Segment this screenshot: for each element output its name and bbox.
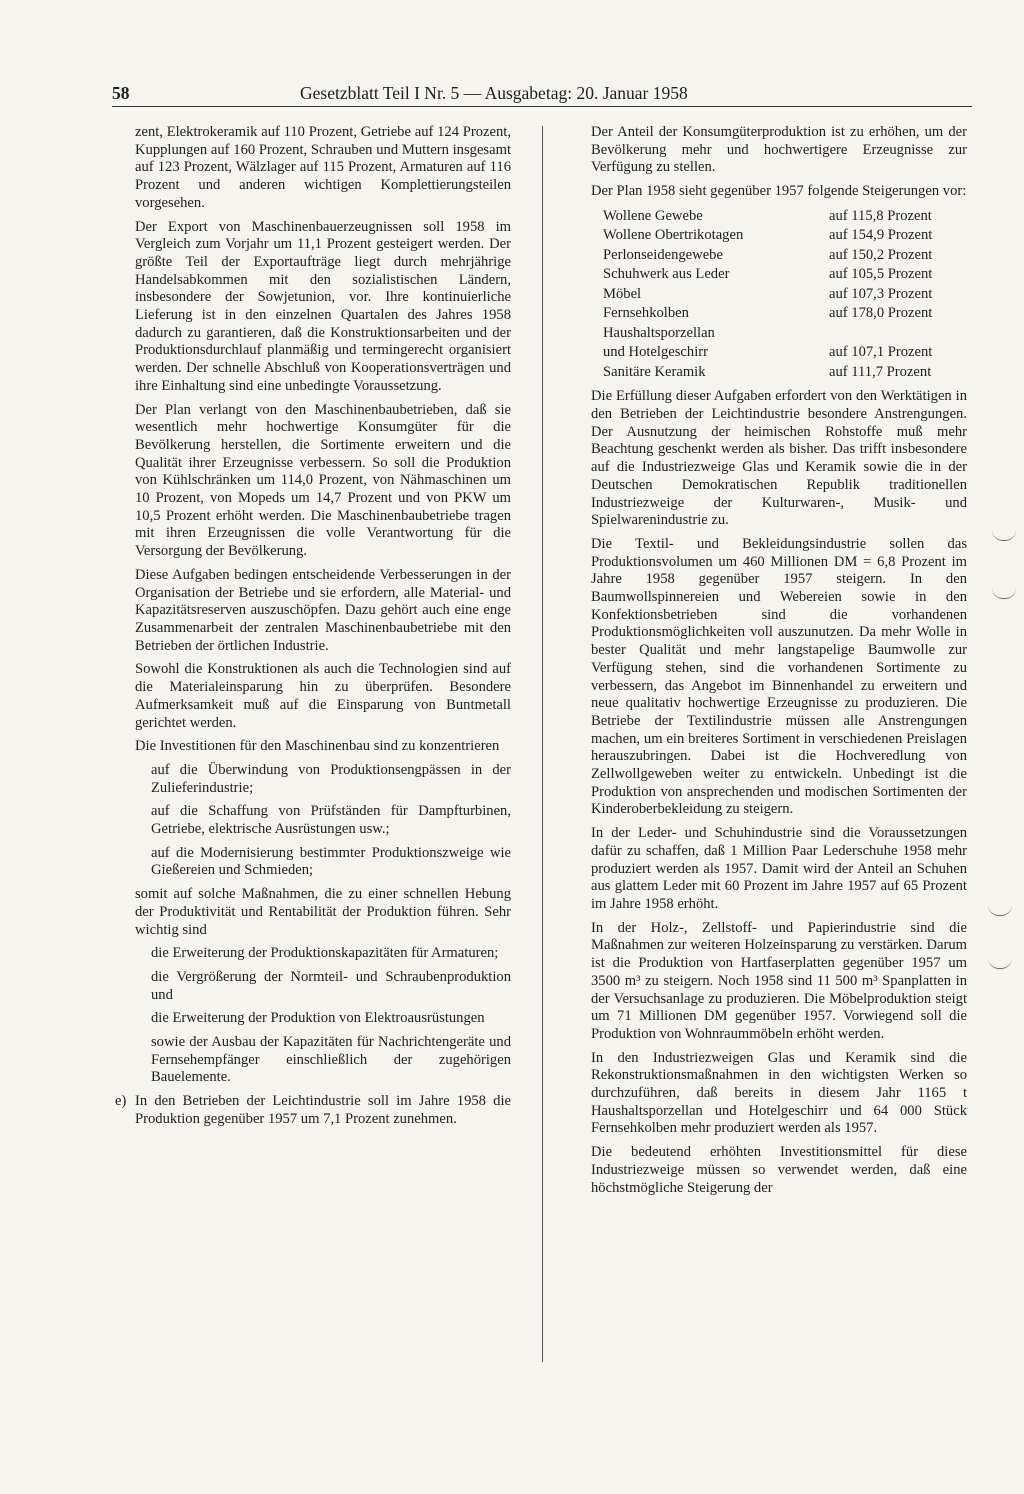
list-item: auf die Modernisierung bestimmter Produktionszweige wie Gießereien und Schmieden; [151, 844, 511, 879]
running-title: Gesetzblatt Teil I Nr. 5 — Ausgabetag: 20. Januar 1958 [300, 83, 688, 103]
table-row [603, 324, 967, 344]
rate-value: auf 115,8 Prozent [829, 207, 932, 224]
left-paragraph-5: Sowohl die Konstruktionen als auch die Technologien sind auf die Materialeinsparung hin zu überprüfen. Besondere Aufmerksamkeit muß auf die Einsparung von Buntmetall gerichtet werden. [135, 661, 511, 731]
rate-item: und Hotelgeschirr [603, 344, 708, 361]
right-paragraph-1: Der Anteil der Konsumgüterproduktion ist zu erhöhen, um der Bevölkerung mehr und hochwertigere Erzeugnisse zur Verfügung zu stellen. [591, 124, 967, 176]
right-paragraph-6: In der Holz-, Zellstoff- und Papierindustrie sind die Maßnahmen zur weiteren Holzeinsparung zu verstärken. Darum ist die Produktion von Hartfaserplatten gegenüber 1957 um 3500 m³ zu steigern. Noch 1958 sind 11 500 m³ Spanplatten in der Versuchsanlage zu produzieren. Die Möbelproduktion steigt um 71 Millionen DM gegenüber 1957. Vorwiegend soll die Produktion von Wohnraummöbeln erhöht werden. [591, 919, 967, 1042]
table-row [603, 265, 967, 285]
list-item: auf die Überwindung von Produktionsengpässen in der Zulieferindustrie; [151, 761, 511, 796]
rate-value: auf 111,7 Prozent [829, 363, 932, 380]
rate-value: auf 107,1 Prozent [829, 344, 933, 361]
rate-value: auf 105,5 Prozent [829, 266, 933, 283]
left-column [115, 124, 511, 1135]
margin-mark [992, 530, 1016, 541]
enumerated-text: In den Betrieben der Leichtindustrie soll im Jahre 1958 die Produktion gegenüber 1957 um 7,1 Prozent zunehmen. [135, 1093, 511, 1127]
page-header [112, 82, 972, 108]
rate-item: Wollene Gewebe [603, 207, 703, 224]
table-row [603, 246, 967, 266]
rate-value: auf 178,0 Prozent [829, 305, 933, 322]
rate-item: Sanitäre Keramik [603, 363, 706, 380]
right-paragraph-3: Die Erfüllung dieser Aufgaben erfordert von den Werktätigen in den Betrieben der Leichtindustrie besondere Anstrengungen. Der Ausnutzung der heimischen Rohstoffe muß mehr Beachtung geschenkt werden als bisher. Das trifft insbesondere auf die Industriezweige Glas und Keramik sowie die in der Deutschen Demokratischen Republik traditionellen Industriezweige der Kulturwaren-, Musik- und Spielwarenindustrie zu. [591, 388, 967, 529]
rate-value: auf 154,9 Prozent [829, 227, 933, 244]
left-paragraph-7: somit auf solche Maßnahmen, die zu einer schnellen Hebung der Produktivität und Rentabilität der Produktion führen. Sehr wichtig sind [135, 886, 511, 938]
margin-mark [988, 905, 1012, 916]
right-paragraph-7: In den Industriezweigen Glas und Keramik sind die Rekonstruktionsmaßnahmen in den wichtigsten Werken so durchzuführen, daß bereits in diesem Jahr 1165 t Haushaltsporzellan und Hotelgeschirr und 64 000 Stück Fernsehkolben mehr produziert werden als 1957. [591, 1049, 967, 1137]
enumeration-label: e) [115, 1093, 127, 1110]
right-paragraph-8: Die bedeutend erhöhten Investitionsmittel für diese Industriezweige müssen so verwendet werden, daß eine höchstmögliche Steigerung der [591, 1144, 967, 1196]
right-paragraph-5: In der Leder- und Schuhindustrie sind die Voraussetzungen dafür zu schaffen, daß 1 Million Paar Lederschuhe 1958 mehr produziert werden als 1957. Damit wird der Anteil an Schuhen aus glattem Leder mit 60 Prozent im Jahre 1957 auf 65 Prozent im Jahre 1958 erhöht. [591, 825, 967, 912]
list-item: die Erweiterung der Produktion von Elektroausrüstungen [151, 1010, 485, 1027]
table-row [603, 226, 967, 246]
left-paragraph-6: Die Investitionen für den Maschinenbau sind zu konzentrieren [135, 738, 500, 755]
left-paragraph-4: Diese Aufgaben bedingen entscheidende Verbesserungen in der Organisation der Betriebe und sie erfordern, alle Material- und Kapazitätsreserven auszuschöpfen. Dazu gehört auch eine enge Zusammenarbeit der zentralen Maschinenbaubetriebe mit den Betrieben der örtlichen Industrie. [135, 566, 511, 654]
table-row [603, 363, 967, 383]
list-item: sowie der Ausbau der Kapazitäten für Nachrichtengeräte und Fernsehempfänger einschließlich der zugehörigen Bauelemente. [151, 1034, 511, 1086]
right-column [591, 124, 967, 1203]
table-row [603, 343, 967, 363]
left-paragraph-1: zent, Elektrokeramik auf 110 Prozent, Getriebe auf 124 Prozent, Kupplungen auf 160 Prozent, Schrauben und Muttern insgesamt auf 123 Prozent, Wälzlager auf 115 Prozent, Armaturen auf 116 Prozent und anderen wichtigen Komplettierungsteilen vorgesehen. [135, 124, 511, 211]
list-item: die Erweiterung der Produktionskapazitäten für Armaturen; [151, 945, 499, 962]
enumerated-paragraph-e [115, 1093, 511, 1128]
rate-item: Möbel [603, 285, 642, 302]
table-row [603, 304, 967, 324]
column-rule [542, 126, 543, 1362]
rate-item: Perlonseidengewebe [603, 246, 723, 263]
rate-item: Haushaltsporzellan [603, 324, 715, 341]
margin-mark [988, 958, 1012, 969]
left-paragraph-3: Der Plan verlangt von den Maschinenbaubetrieben, daß sie wesentlich mehr hochwertige Konsumgüter für die Bevölkerung herstellen, die Sortimente erweitern und die Qualität ihrer Erzeugnisse verbessern. So soll die Produktion von Kühlschränken um 114,0 Prozent, von Nähmaschinen um 10 Prozent, von Mopeds um 14,7 Prozent und von PKW um 10,5 Prozent erhöht werden. Die Maschinenbaubetriebe tragen mit ihren Erzeugnissen die volle Verantwortung für die Versorgung der Bevölkerung. [135, 401, 511, 560]
right-paragraph-4: Die Textil- und Bekleidungsindustrie sollen das Produktionsvolumen um 460 Millionen DM = 6,8 Prozent im Jahre 1958 gegenüber 1957 steigern. In den Baumwollspinnereien und Webereien sowie in den Konfektionsbetrieben sind die vorhandenen Produktionsmöglichkeiten voll auszunutzen. Da mehr Wolle in bester Qualität und mehr langstapelige Baumwolle zur Verfügung stehen, sind die vorhandenen Sortimente zu verbessern, das Angebot im Binnenhandel zu erweitern und neue qualitativ hochwertige Erzeugnisse zu produzieren. Die Betriebe der Textilindustrie müssen alle Anstrengungen machen, um ein breiteres Sortiment in verschiedenen Preislagen herauszubringen. Dabei ist die Hochveredlung von Zellwollgeweben weiter zu entwickeln. Unbedingt ist die Produktion von ansprechenden und modischen Sortimenten der Kinderoberbekleidung zu steigern. [591, 535, 967, 818]
rate-value: auf 107,3 Prozent [829, 285, 933, 302]
left-paragraph-2: Der Export von Maschinenbauerzeugnissen soll 1958 im Vergleich zum Vorjahr um 11,1 Prozent gesteigert werden. Der größte Teil der Exportaufträge liegt durch mehrjährige Handelsabkommen mit den sozialistischen Ländern, insbesondere der Sowjetunion, vor. Ihre kontinuierliche Lieferung ist in den einzelnen Quartalen des Jahres 1958 dadurch zu garantieren, daß die Konstruktionsarbeiten und der Produktionsdurchlauf planmäßig und termingerecht organisiert werden. Der schnelle Abschluß von Kooperationsverträgen und ihre Einhaltung sind eine unbedingte Voraussetzung. [135, 218, 511, 394]
rate-item: Schuhwerk aus Leder [603, 266, 730, 283]
header-rule [112, 106, 972, 107]
rate-value: auf 150,2 Prozent [829, 246, 933, 263]
margin-mark [992, 588, 1016, 599]
right-paragraph-2: Der Plan 1958 sieht gegenüber 1957 folgende Steigerungen vor: [591, 183, 967, 200]
rate-value [829, 324, 967, 344]
rate-item: Fernsehkolben [603, 305, 689, 322]
list-item: die Vergrößerung der Normteil- und Schraubenproduktion und [151, 968, 511, 1003]
page-number: 58 [112, 83, 130, 103]
table-row [603, 285, 967, 305]
growth-rates-table [603, 207, 967, 383]
table-row [603, 207, 967, 227]
list-item: auf die Schaffung von Prüfständen für Dampfturbinen, Getriebe, elektrische Ausrüstungen usw.; [151, 803, 511, 838]
rate-item: Wollene Obertrikotagen [603, 227, 744, 244]
